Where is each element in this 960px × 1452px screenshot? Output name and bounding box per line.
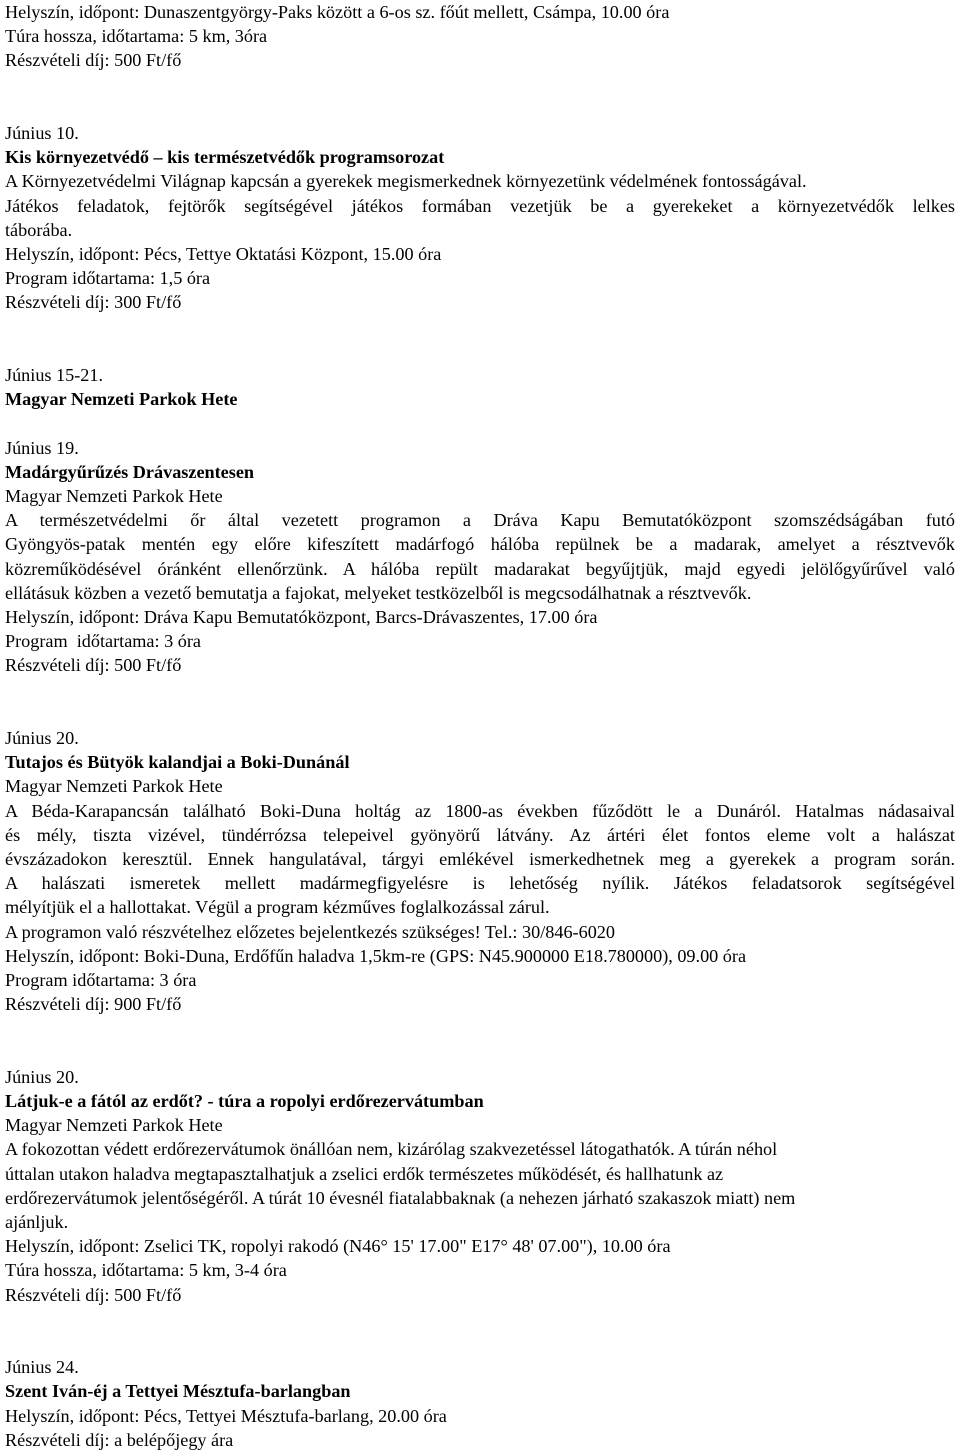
event-title: Tutajos és Bütyök kalandjai a Boki-Dunánál [5,752,350,773]
event-series: Magyar Nemzeti Parkok Hete [5,1115,223,1136]
event-title: Madárgyűrűzés Drávaszentesen [5,461,255,482]
event-date: Június 24. [5,1357,79,1378]
event-series: Magyar Nemzeti Parkok Hete [5,776,223,797]
fee-line: Részvételi díj: 900 Ft/fő [5,994,182,1015]
location-line: Helyszín, időpont: Zselici TK, ropolyi rakodó (N46° 15' 17.00" E17° 48' 07.00"), 10.00 óra [5,1236,671,1257]
duration-line: Program időtartama: 1,5 óra [5,268,211,289]
event-description-line: A Béda-Karapancsán található Boki-Duna holtág az 1800-as években fűződött le a Dunáról. Hatalmas nádasaival [5,800,955,821]
location-line: Helyszín, időpont: Boki-Duna, Erdőfűn haladva 1,5km-re (GPS: N45.900000 E18.780000), 09.00 óra [5,945,747,966]
event-description-line: közreműködésével óránként ellenőrzünk. A hálóba repült madarakat begyűjtjük, majd egyedi jelölőgyűrűvel való [5,558,955,579]
event-description-line: táborába. [5,219,73,240]
location-line: Helyszín, időpont: Pécs, Tettye Oktatási Központ, 15.00 óra [5,244,442,265]
duration-line: Program időtartama: 3 óra [5,631,201,652]
event-date: Június 15-21. [5,365,104,386]
location-line: Helyszín, időpont: Pécs, Tettyei Mésztufa-barlang, 20.00 óra [5,1405,447,1426]
event-description-line: és mély, tiszta vizével, tündérrózsa telepeivel gyönyörű látvány. Az ártéri élet fontos eleme volt a halászat [5,824,955,845]
event-description-line: Gyöngyös-patak mentén egy előre kifeszített madárfogó hálóba repülnek be a madarak, amelyet a résztvevők [5,534,955,555]
event-description-line: A fokozottan védett erdőrezervátumok önállóan nem, kizárólag szakvezetéssel látogathatók. A túrán néhol [5,1139,778,1160]
length-line: Túra hossza, időtartama: 5 km, 3óra [5,26,268,47]
event-title: Kis környezetvédő – kis természetvédők programsorozat [5,147,445,168]
event-description-line: ajánljuk. [5,1212,69,1233]
event-description-line: A halászati ismeretek mellett madármegfigyelésre is lehetőség nyílik. Játékos feladatsorok segítségével [5,873,955,894]
event-date: Június 19. [5,437,79,458]
location-line: Helyszín, időpont: Dráva Kapu Bemutatóközpont, Barcs-Drávaszentes, 17.00 óra [5,607,598,628]
fee-line: Részvételi díj: a belépőjegy ára [5,1429,234,1450]
event-series: Magyar Nemzeti Parkok Hete [5,486,223,507]
event-description-line: A természetvédelmi őr által vezetett programon a Dráva Kapu Bemutatóközpont szomszédságában futó [5,510,955,531]
event-description-line: Játékos feladatok, fejtörők segítségével játékos formában vezetjük be a gyerekeket a környezetvédők lelkes [5,195,955,216]
length-line: Túra hossza, időtartama: 5 km, 3-4 óra [5,1260,287,1281]
event-description-line: erdőrezervátumok jelentőségéről. A túrát 10 évesnél fiatalabbaknak (a nehezen járható szakaszok miatt) nem [5,1187,796,1208]
fee-line: Részvételi díj: 300 Ft/fő [5,292,182,313]
event-title: Látjuk-e a fától az erdőt? - túra a ropolyi erdőrezervátumban [5,1091,484,1112]
fee-line: Részvételi díj: 500 Ft/fő [5,1284,182,1305]
location-line: Helyszín, időpont: Dunaszentgyörgy-Paks között a 6-os sz. főút mellett, Csámpa, 10.00 óra [5,2,670,22]
event-date: Június 20. [5,728,79,749]
event-description-line: úttalan utakon haladva megtapasztalhatjuk a zselici erdők természetes működését, és hallhatunk az [5,1163,724,1184]
event-title: Szent Iván-éj a Tettyei Mésztufa-barlangban [5,1381,351,1402]
document-page [5,0,955,1452]
fee-line: Részvételi díj: 500 Ft/fő [5,50,182,71]
event-description-line: A Környezetvédelmi Világnap kapcsán a gyerekek megismerkednek környezetünk védelmének fontosságával. [5,171,807,192]
event-description-line: évszázadokon keresztül. Ennek hangulatával, tárgyi emlékével ismerkedhetnek meg a gyerekek a program során. [5,849,955,870]
event-title: Magyar Nemzeti Parkok Hete [5,389,238,410]
fee-line: Részvételi díj: 500 Ft/fő [5,655,182,676]
registration-line: A programon való részvételhez előzetes bejelentkezés szükséges! Tel.: 30/846-6020 [5,921,615,942]
duration-line: Program időtartama: 3 óra [5,970,197,991]
event-description-line: mélyítjük el a hallottakat. Végül a program kézműves foglalkozással zárul. [5,897,550,918]
event-description-line: ellátásuk közben a vezető bemutatja a fajokat, melyeket testközelből is megcsodálhatnak a résztvevők. [5,582,752,603]
event-date: Június 20. [5,1066,79,1087]
event-date: Június 10. [5,123,79,143]
